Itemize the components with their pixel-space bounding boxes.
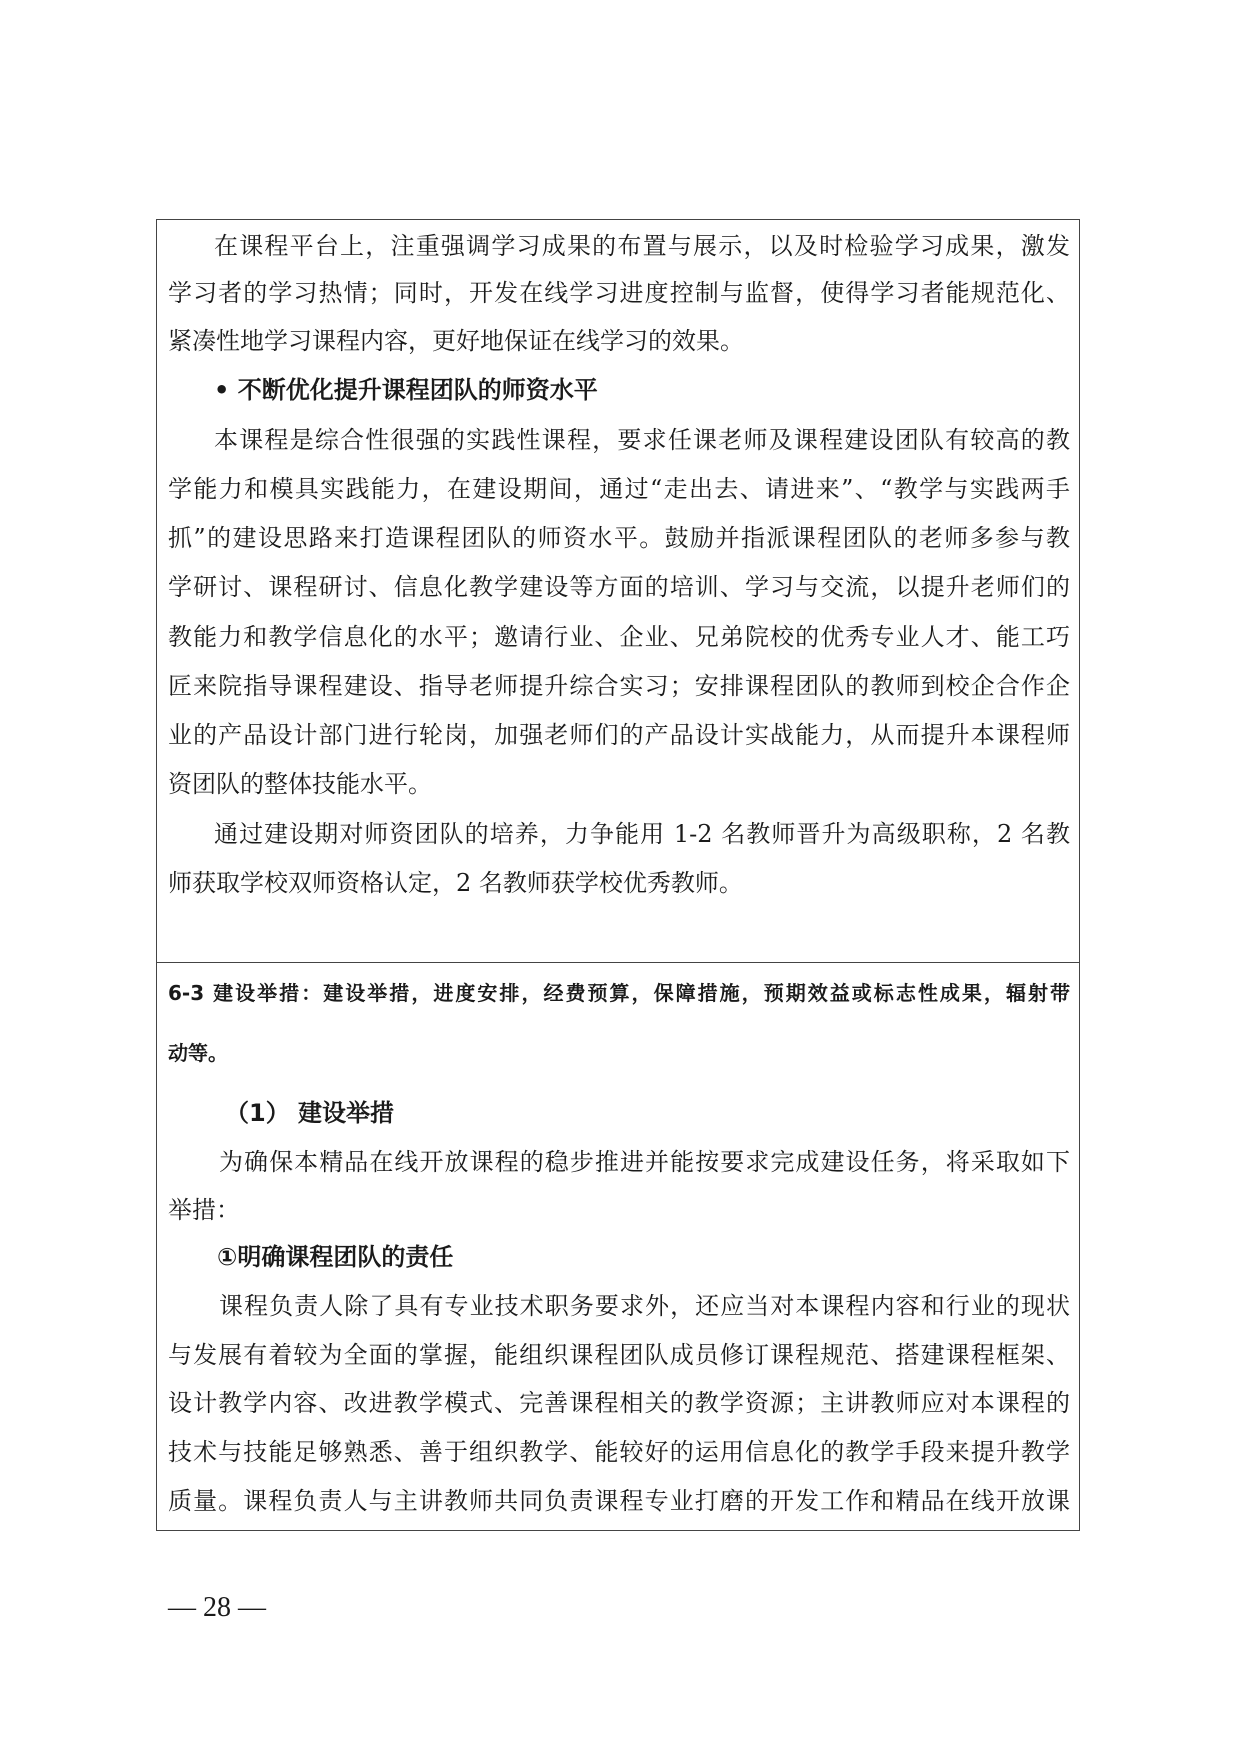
paragraph-line: 学能力和模具实践能力，在建设期间，通过“走出去、请进来”、“教学与实践两手 [168, 475, 1070, 503]
bullet-heading: • 不断优化提升课程团队的师资水平 [214, 376, 598, 404]
item-heading: ①明确课程团队的责任 [217, 1243, 454, 1271]
paragraph-line: 紧凑性地学习课程内容，更好地保证在线学习的效果。 [168, 327, 744, 355]
paragraph-line: 举措： [168, 1196, 240, 1224]
paragraph-line: 质量。课程负责人与主讲教师共同负责课程专业打磨的开发工作和精品在线开放课 [168, 1487, 1070, 1515]
paragraph-line: 抓”的建设思路来打造课程团队的师资水平。鼓励并指派课程团队的老师多参与教 [168, 524, 1070, 552]
paragraph-line: 设计教学内容、改进教学模式、完善课程相关的教学资源；主讲教师应对本课程的 [168, 1389, 1070, 1417]
page-number: — 28 — [168, 1592, 266, 1623]
paragraph-line: 技术与技能足够熟悉、善于组织教学、能较好的运用信息化的教学手段来提升教学 [168, 1438, 1070, 1466]
paragraph-line: 教能力和教学信息化的水平；邀请行业、企业、兄弟院校的优秀专业人才、能工巧 [168, 623, 1070, 651]
paragraph-line: 业的产品设计部门进行轮岗，加强老师们的产品设计实战能力，从而提升本课程师 [168, 721, 1070, 749]
paragraph-line: 学研讨、课程研讨、信息化教学建设等方面的培训、学习与交流，以提升老师们的 [168, 573, 1070, 601]
section-heading-6-3-cont: 动等。 [168, 1041, 228, 1065]
paragraph-line: 师获取学校双师资格认定，2 名教师获学校优秀教师。 [168, 869, 743, 897]
table-divider [157, 962, 1079, 963]
paragraph-line: 本课程是综合性很强的实践性课程，要求任课老师及课程建设团队有较高的教 [214, 426, 1070, 454]
paragraph-line: 与发展有着较为全面的掌握，能组织课程团队成员修订课程规范、搭建课程框架、 [168, 1341, 1070, 1369]
paragraph-line: 通过建设期对师资团队的培养，力争能用 1-2 名教师晋升为高级职称，2 名教 [214, 820, 1070, 848]
paragraph-line: 学习者的学习热情；同时，开发在线学习进度控制与监督，使得学习者能规范化、 [168, 279, 1070, 307]
subheading-construction-measures: （1） 建设举措 [225, 1099, 395, 1127]
paragraph-line: 课程负责人除了具有专业技术职务要求外，还应当对本课程内容和行业的现状 [219, 1292, 1070, 1320]
table-frame [156, 219, 1080, 1531]
section-heading-6-3: 6-3 建设举措：建设举措，进度安排，经费预算，保障措施，预期效益或标志性成果，辐射带 [168, 981, 1070, 1005]
paragraph-line: 在课程平台上，注重强调学习成果的布置与展示，以及时检验学习成果，激发 [214, 232, 1070, 260]
paragraph-line: 匠来院指导课程建设、指导老师提升综合实习；安排课程团队的教师到校企合作企 [168, 672, 1070, 700]
paragraph-line: 为确保本精品在线开放课程的稳步推进并能按要求完成建设任务，将采取如下 [219, 1148, 1070, 1176]
paragraph-line: 资团队的整体技能水平。 [168, 770, 432, 798]
